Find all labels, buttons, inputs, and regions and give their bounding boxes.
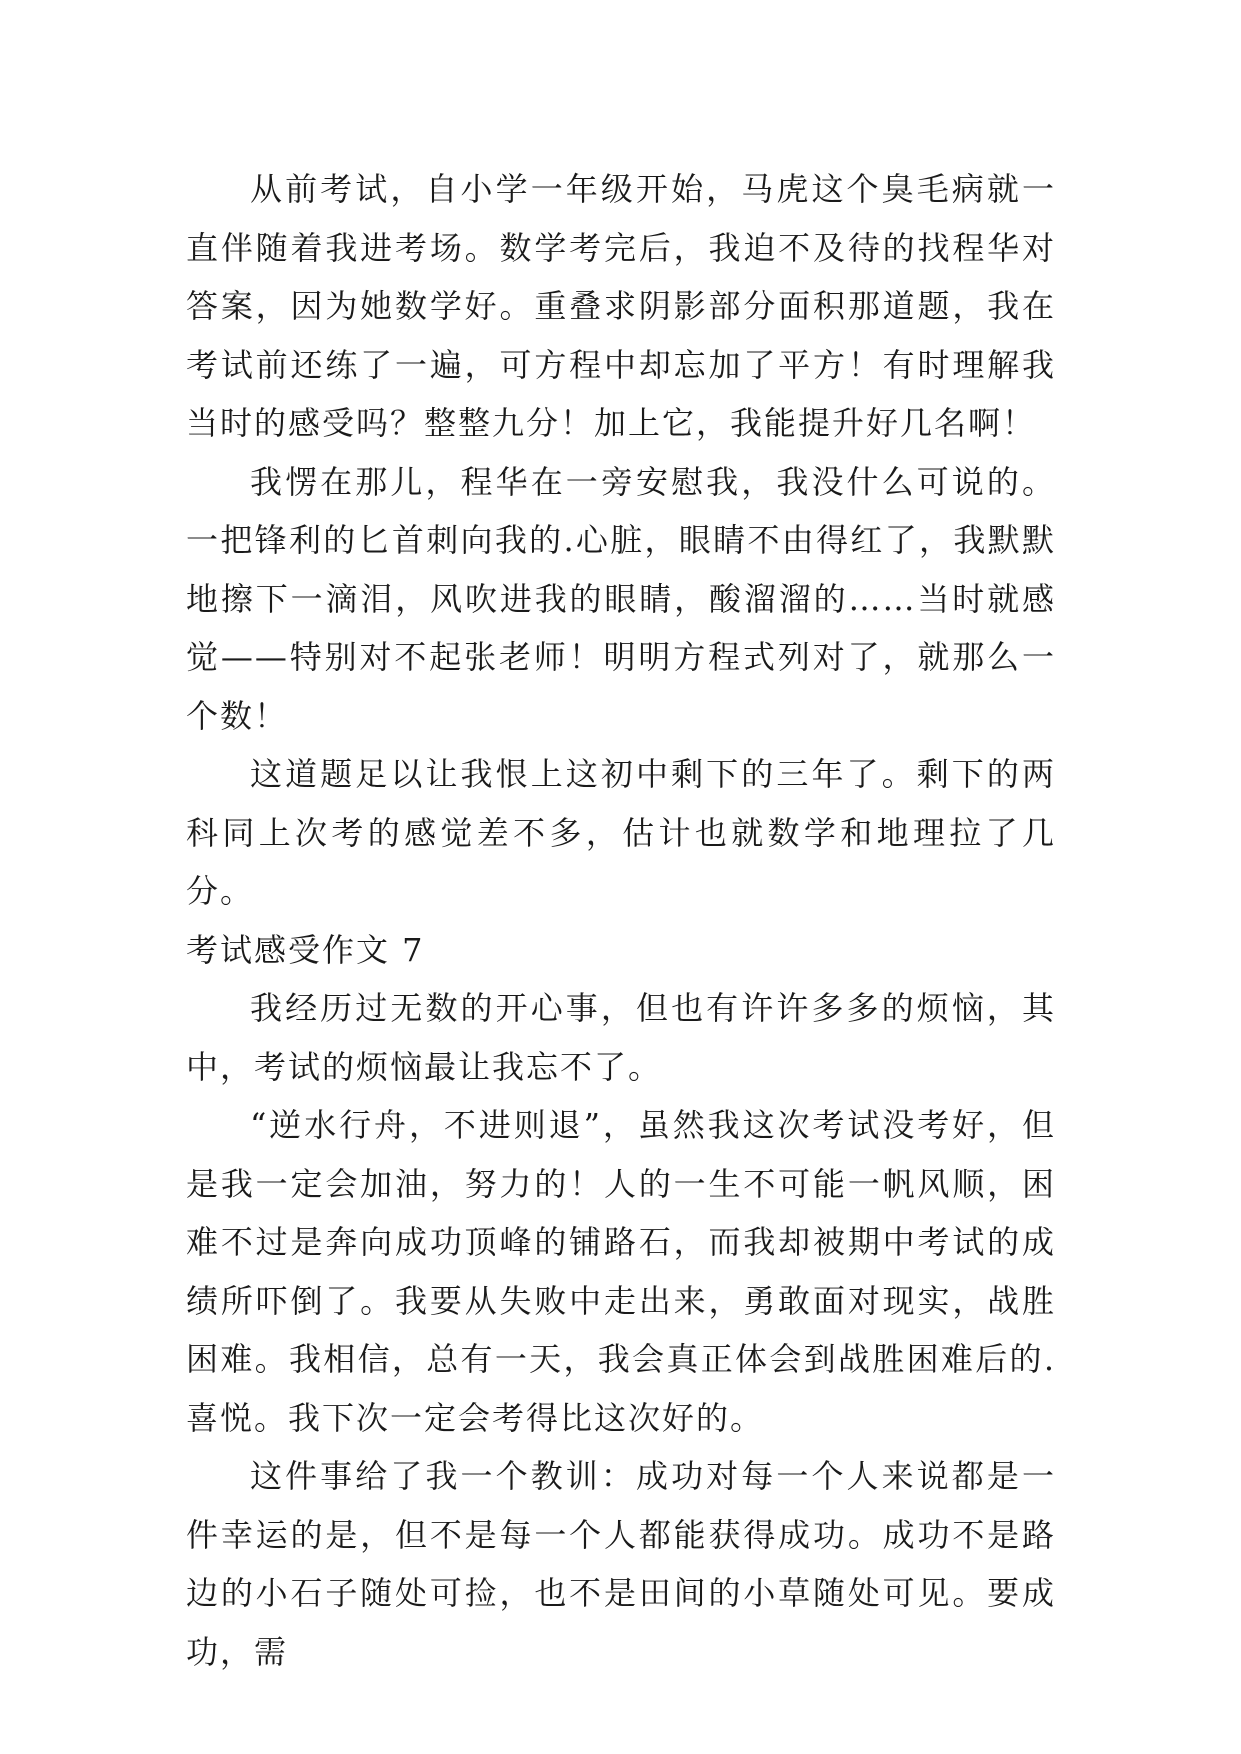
paragraph-6: 这件事给了我一个教训：成功对每一个人来说都是一件幸运的是，但不是每一个人都能获得成功。成功不是路边的小石子随处可捡，也不是田间的小草随处可见。要成功，需	[186, 1457, 1056, 1671]
paragraph-4: 我经历过无数的开心事，但也有许许多多的烦恼，其中，考试的烦恼最让我忘不了。	[186, 989, 1056, 1086]
paragraph-5: “逆水行舟，不进则退”，虽然我这次考试没考好，但是我一定会加油，努力的！人的一生不可能一帆风顺，困难不过是奔向成功顶峰的铺路石，而我却被期中考试的成绩所吓倒了。我要从失败中走出来，勇敢面对现实，战胜困难。我相信，总有一天，我会真正体会到战胜困难后的.喜悦。我下次一定会考得比这次好的。	[186, 1106, 1056, 1437]
document-body	[186, 160, 1056, 1681]
paragraph-3: 这道题足以让我恨上这初中剩下的三年了。剩下的两科同上次考的感觉差不多，估计也就数学和地理拉了几分。	[186, 755, 1056, 910]
paragraph-2: 我愣在那儿，程华在一旁安慰我，我没什么可说的。一把锋利的匕首刺向我的.心脏，眼睛不由得红了，我默默地擦下一滴泪，风吹进我的眼睛，酸溜溜的……当时就感觉——特别对不起张老师！明明方程式列对了，就那么一个数！	[186, 462, 1056, 735]
paragraph-1: 从前考试，自小学一年级开始，马虎这个臭毛病就一直伴随着我进考场。数学考完后，我迫不及待的找程华对答案，因为她数学好。重叠求阴影部分面积那道题，我在考试前还练了一遍，可方程中却忘加了平方！有时理解我当时的感受吗？整整九分！加上它，我能提升好几名啊！	[186, 170, 1056, 442]
section-heading: 考试感受作文 7	[186, 930, 425, 969]
